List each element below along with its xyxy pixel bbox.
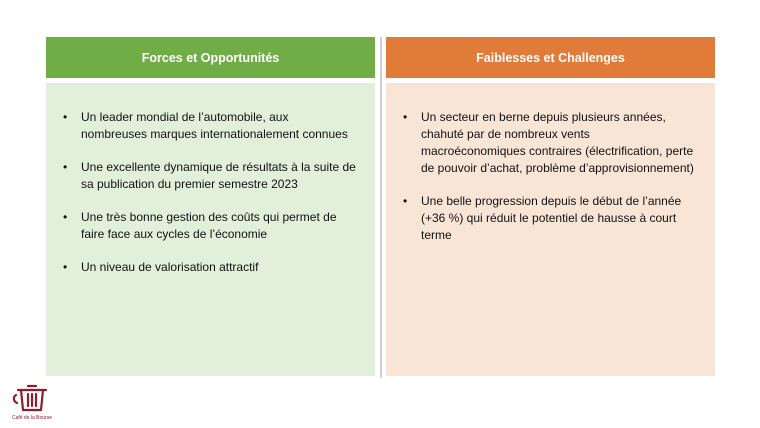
- list-item: • Une très bonne gestion des coûts qui permet de faire face aux cycles de l’économie: [62, 209, 357, 243]
- column-divider: [380, 37, 382, 378]
- weaknesses-body: [386, 83, 715, 376]
- strengths-panel: [46, 37, 375, 376]
- trash-can-logo-icon: [10, 381, 54, 415]
- weaknesses-list: [402, 109, 697, 244]
- list-item: • Une excellente dynamique de résultats à la suite de sa publication du premier semestre 2023: [62, 159, 357, 193]
- weaknesses-header: Faiblesses et Challenges: [386, 37, 715, 78]
- logo-caption: Café de la Bourse: [11, 415, 53, 421]
- list-item: • Une belle progression depuis le début de l’année (+36 %) qui réduit le potentiel de hausse à court terme: [402, 193, 697, 244]
- cafe-de-la-bourse-logo: [10, 381, 54, 425]
- list-item: • Un secteur en berne depuis plusieurs années, chahuté par de nombreux vents macroéconomiques contraires (électrification, perte de pouvoir d’achat, problème d’approvisionnement): [402, 109, 697, 177]
- list-item: • Un niveau de valorisation attractif: [62, 259, 357, 276]
- strengths-header: Forces et Opportunités: [46, 37, 375, 78]
- weaknesses-panel: [386, 37, 715, 376]
- strengths-list: [62, 109, 357, 276]
- list-item: • Un leader mondial de l’automobile, aux nombreuses marques internationalement connues: [62, 109, 357, 143]
- strengths-body: [46, 83, 375, 376]
